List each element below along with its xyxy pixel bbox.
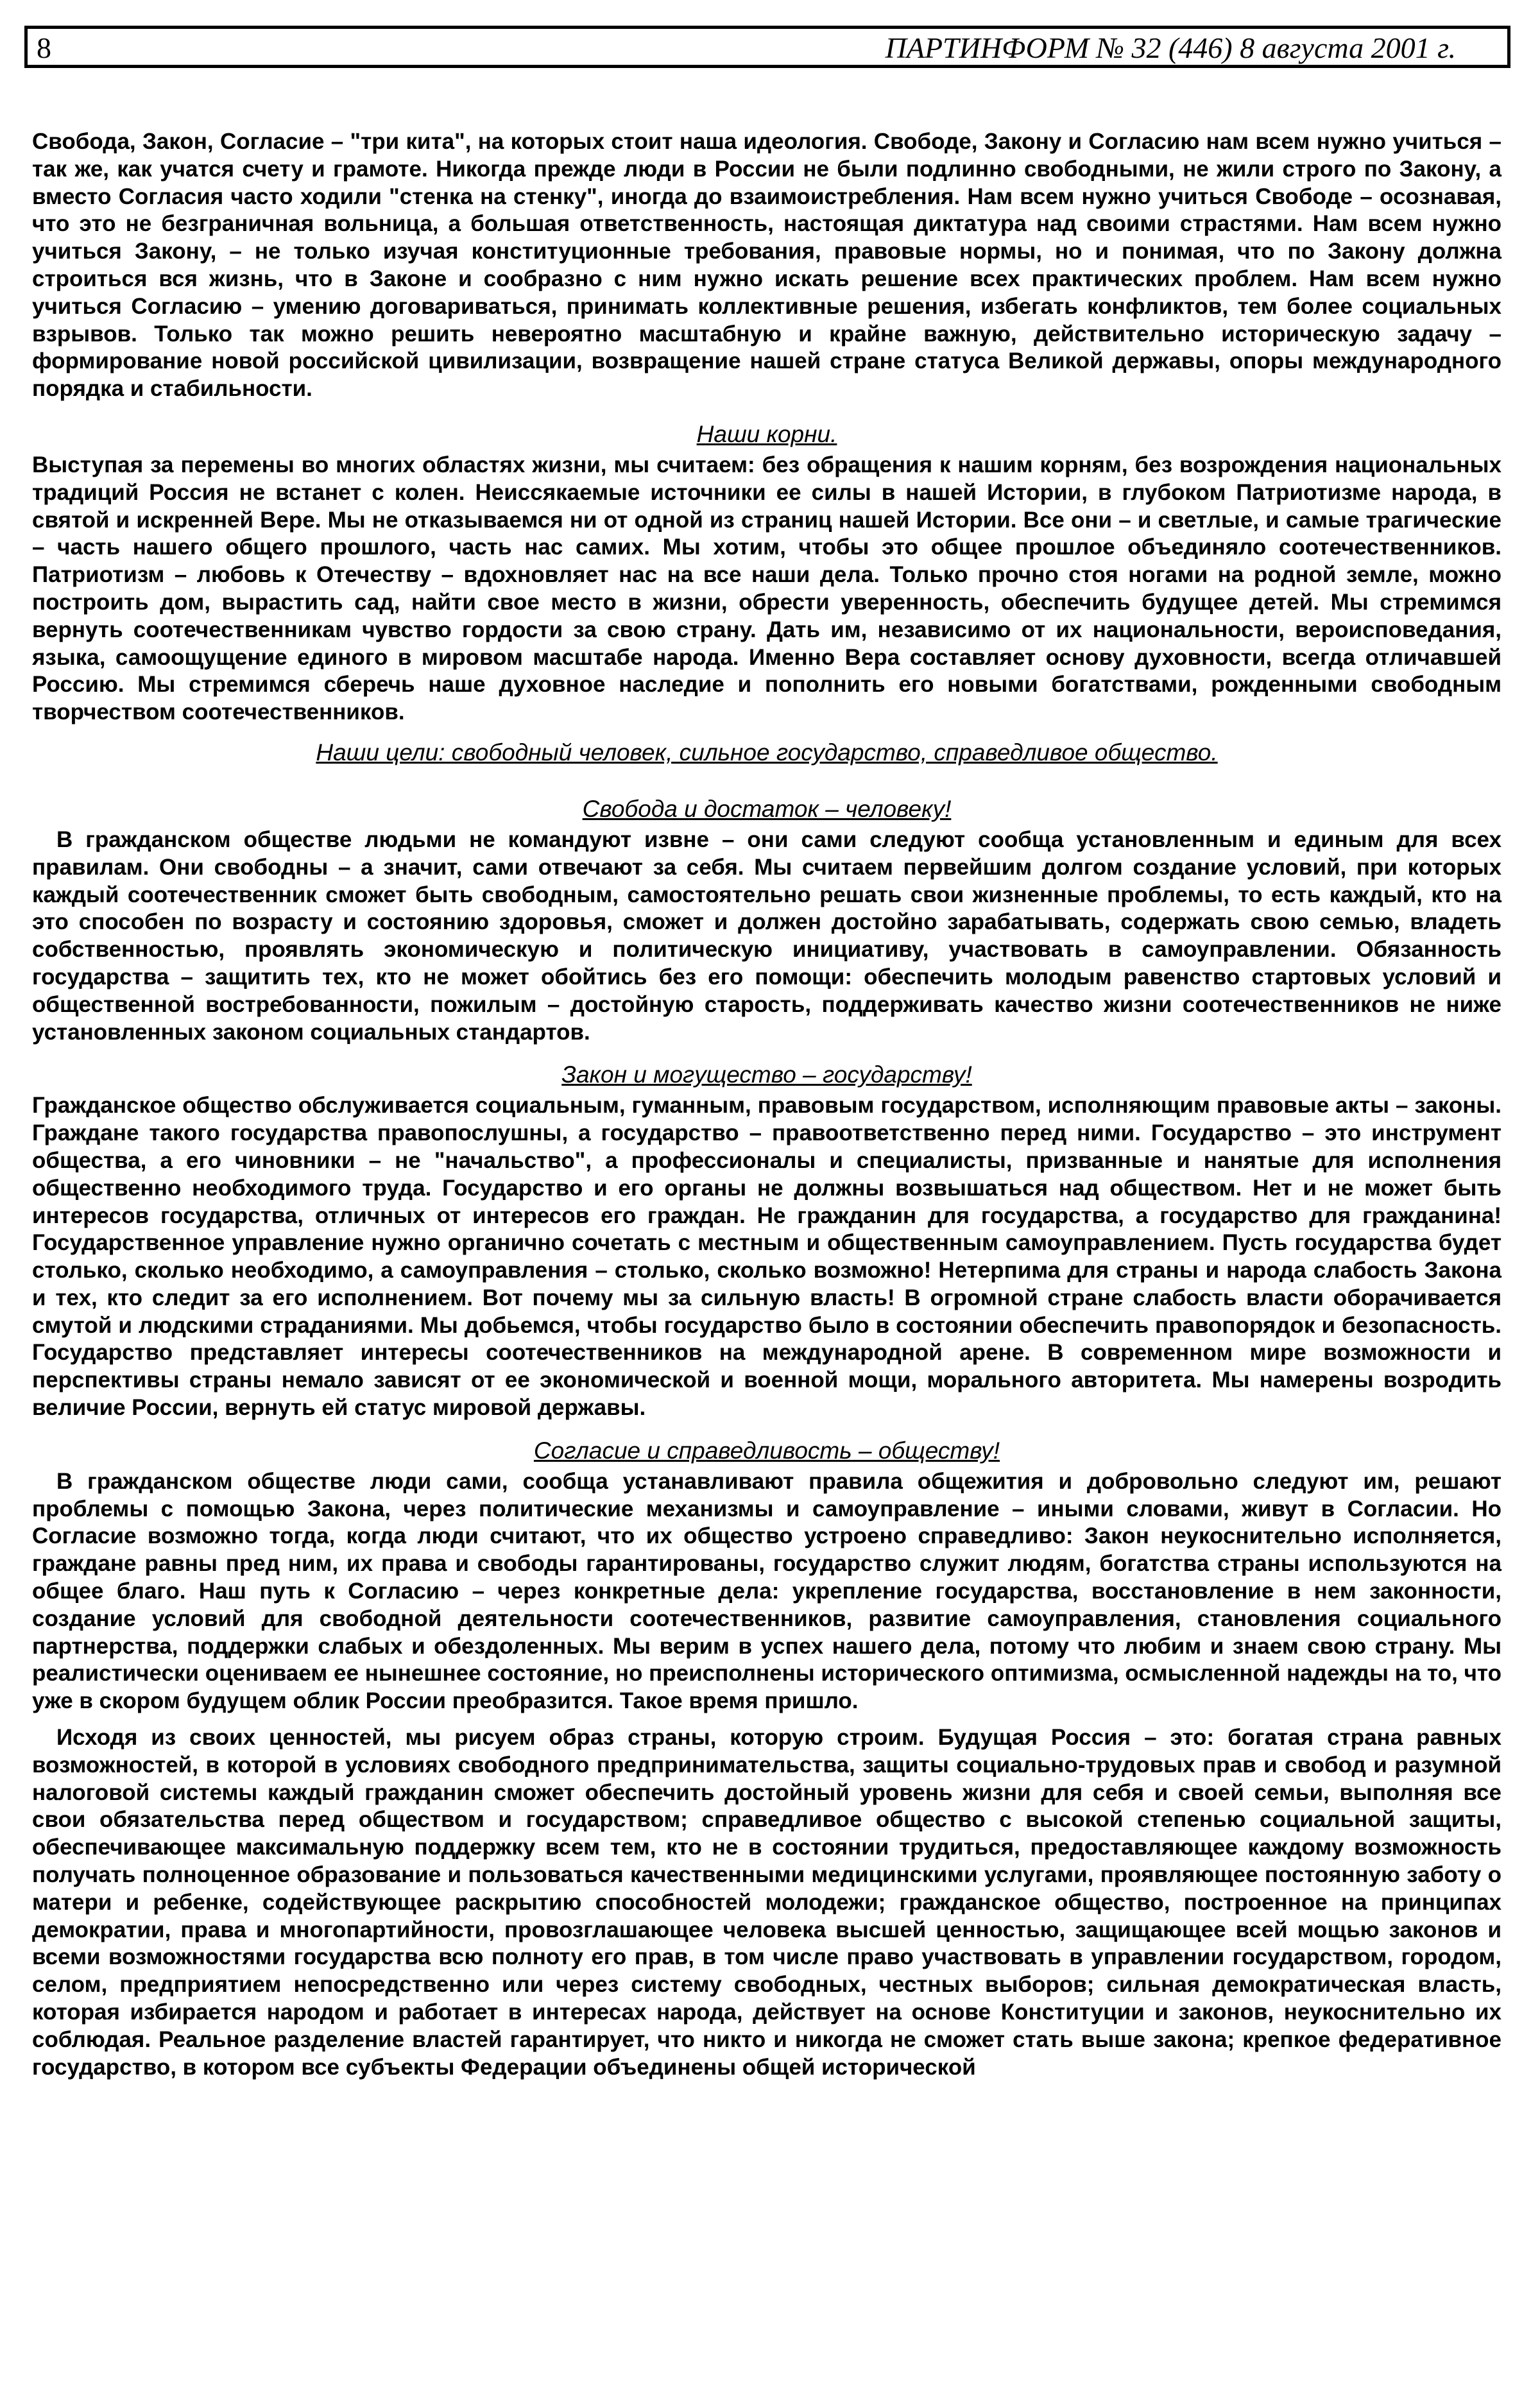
page-number: 8 — [37, 31, 51, 64]
section-heading-goals: Наши цели: свободный человек, сильное государство, справедливое общество. — [316, 739, 1218, 766]
future-paragraph: Исходя из своих ценностей, мы рисуем образ страны, которую строим. Будущая Россия – это: богатая страна равных возможностей, в которой в условиях свободного предпринимательства, защиты социально-трудовых прав и свобод и разумной налоговой системы каждый гражданин сможет обеспечить достойный уровень жизни для себя и своей семьи, выполняя все свои обязательства перед обществом и государством; справедливое общество с высокой степенью социальной защиты, обеспечивающее максимальную поддержку всем тем, кто не в состоянии трудиться, предоставляющее каждому возможность получать полноценное образование и пользоваться качественными медицинскими услугами, проявляющее постоянную заботу о матери и ребенке, содействующее раскрытию способностей молодежи; гражданское общество, построенное на принципах демократии, права и многопартийности, провозглашающее человека высшей ценностью, защищающее всей мощью законов и всеми возможностями государства всю полноту его прав, в том числе право участвовать в управлении государством, городом, селом, предприятием непосредственно или через систему свободных, честных выборов; сильная демократическая власть, которая избирается народом и работает в интересах народа, действует на основе Конституции и законов, неукоснительно их соблюдая. Реальное разделение властей гарантирует, что никто и никогда не сможет стать выше закона; крепкое федеративное государство, в котором все субъекты Федерации объединены общей исторической — [32, 1725, 1502, 2080]
section-heading-law: Закон и могущество – государству! — [561, 1061, 972, 1088]
roots-paragraph: Выступая за перемены во многих областях жизни, мы считаем: без обращения к нашим корням, без возрождения национальных традиций Россия не встанет с колен. Неиссякаемые источники ее силы в нашей Истории, в глубоком Патриотизме народа, в святой и искренней Вере. Мы не отказываемся ни от одной из страниц нашей Истории. Все они – и светлые, и самые трагические – часть нашего общего прошлого, часть нас самих. Мы хотим, чтобы это общее прошлое объединяло соотечественников. Патриотизм – любовь к Отечеству – вдохновляет нас на все наши дела. Только прочно стоя ногами на родной земле, можно построить дом, вырастить сад, найти свое место в жизни, обрести уверенность, обеспечить будущее детей. Мы стремимся вернуть соотечественникам чувство гордости за свою страну. Дать им, независимо от их национальности, вероисповедания, языка, самоощущение единого в мировом масштабе народа. Именно Вера составляет основу духовности, всегда отличавшей Россию. Мы стремимся сберечь наше духовное наследие и пополнить его новыми богатствами, рожденными свободным творчеством соотечественников. — [32, 452, 1502, 725]
intro-paragraph: Свобода, Закон, Согласие – "три кита", на которых стоит наша идеология. Свободе, Закону и Согласию нам всем нужно учиться – так же, как учатся счету и грамоте. Никогда прежде люди в России не были подлинно свободными, не жили строго по Закону, а вместо Согласия часто ходили "стенка на стенку", иногда до взаимоистребления. Нам всем нужно учиться Свободе – осознавая, что это не безграничная вольница, а большая ответственность, настоящая диктатура над своими страстями. Нам всем нужно учиться Закону, – не только изучая конституционные требования, правовые нормы, но и понимая, что по Закону должна строиться вся жизнь, что в Законе и сообразно с ним нужно искать решение всех практических проблем. Нам всем нужно учиться Согласию – умению договариваться, принимать коллективные решения, избегать конфликтов, тем более социальных взрывов. Только так можно решить невероятно масштабную и крайне важную, действительно историческую задачу – формирование новой российской цивилизации, возвращение нашей стране статуса Великой державы, опоры международного порядка и стабильности. — [32, 129, 1502, 402]
article-body — [32, 128, 1502, 2081]
accord-paragraph: В гражданском обществе люди сами, сообща устанавливают правила общежития и добровольно следуют им, решают проблемы с помощью Закона, через политические механизмы и самоуправление – иными словами, живут в Согласии. Но Согласие возможно тогда, когда люди считают, что их общество устроено справедливо: Закон неукоснительно исполняется, граждане равны пред ним, их права и свободы гарантированы, государство служит людям, богатства страны используются на общее благо. Наш путь к Согласию – через конкретные дела: укрепление государства, восстановление в нем законности, создание условий для свободной деятельности соотечественников, развитие самоуправления, становления социального партнерства, поддержки слабых и обездоленных. Мы верим в успех нашего дела, потому что любим и знаем свою страну. Мы реалистически оцениваем ее нынешнее состояние, но преисполнены исторического оптимизма, осмысленной надежды на то, что уже в скором будущем облик России преобразится. Такое время пришло. — [32, 1468, 1502, 1714]
law-paragraph: Гражданское общество обслуживается социальным, гуманным, правовым государством, исполняющим правовые акты – законы. Граждане такого государства правопослушны, а государство – правоответственно перед ними. Государство – это инструмент общества, а его чиновники – не "начальство", а профессионалы и специалисты, призванные и нанятые для исполнения общественно необходимого труда. Государство и его органы не должны возвышаться над обществом. Нет и не может быть интересов государства, отличных от интересов его граждан. Не гражданин для государства, а государство для гражданина! Государственное управление нужно органично сочетать с местным и общественным самоуправлением. Пусть государства будет столько, сколько необходимо, а самоуправления – столько, сколько возможно! Нетерпима для страны и народа слабость Закона и тех, кто следит за его исполнением. Вот почему мы за сильную власть! В огромной стране слабость власти оборачивается смутой и людскими страданиями. Мы добьемся, чтобы государство было в состоянии обеспечить правопорядок и безопасность. Государство представляет интересы соотечественников на международной арене. В современном мире возможности и перспективы страны немало зависят от ее экономической и военной мощи, морального авторитета. Мы намерены возродить величие России, вернуть ей статус мировой державы. — [32, 1093, 1502, 1421]
section-heading-freedom: Свобода и достаток – человеку! — [582, 795, 952, 822]
section-heading-roots: Наши корни. — [696, 420, 837, 447]
section-heading-accord: Согласие и справедливость – обществу! — [533, 1437, 1000, 1464]
publication-title: ПАРТИНФОРМ № 32 (446) 8 августа 2001 г. — [885, 31, 1456, 64]
freedom-paragraph: В гражданском обществе людьми не командуют извне – они сами следуют сообща установленным и единым для всех правилам. Они свободны – а значит, сами отвечают за себя. Мы считаем первейшим долгом создание условий, при которых каждый соотечественник сможет быть свободным, самостоятельно решать свои жизненные проблемы, то есть каждый, кто на это способен по возрасту и состоянию здоровья, сможет и должен достойно зарабатывать, содержать свою семью, владеть собственностью, проявлять экономическую и политическую инициативу, участвовать в самоуправлении. Обязанность государства – защитить тех, кто не может обойтись без его помощи: обеспечить молодым равенство стартовых условий и общественной востребованности, пожилым – достойную старость, поддерживать качество жизни соотечественников не ниже установленных законом социальных стандартов. — [32, 827, 1502, 1045]
page-header — [24, 26, 1510, 68]
